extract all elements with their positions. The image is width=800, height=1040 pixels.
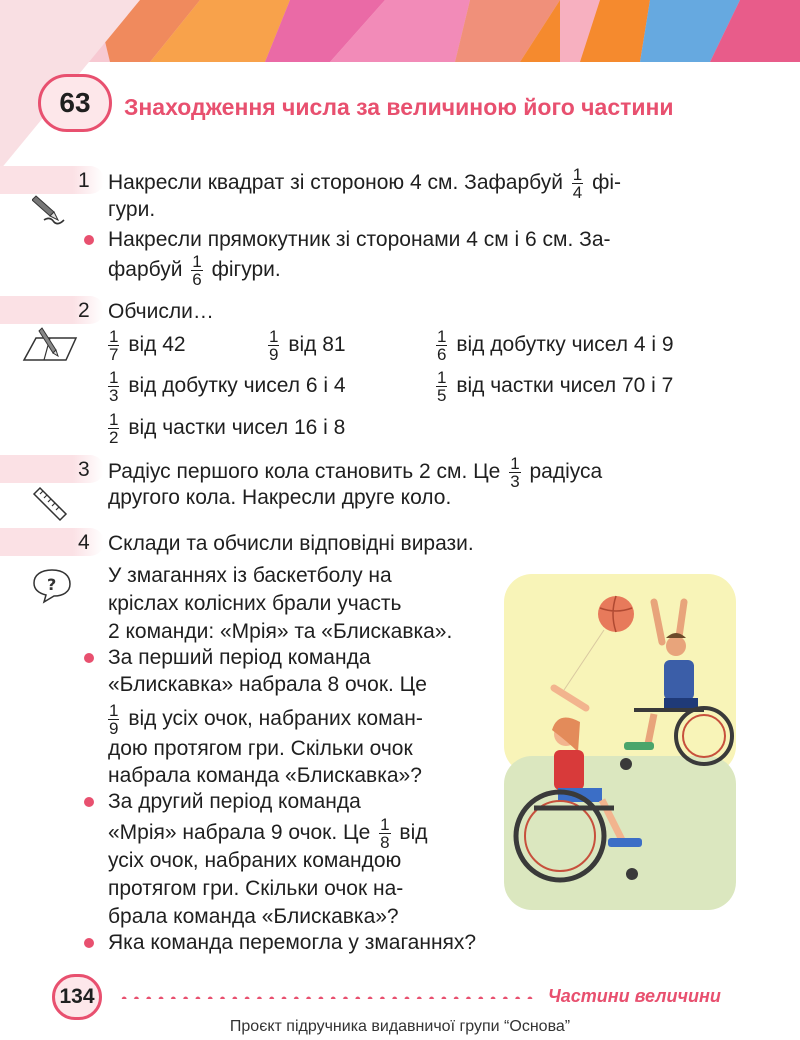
frac-denominator: 3: [109, 386, 119, 405]
task4-b2-text-a: «Мрія» набрала 9 очок. Це: [108, 821, 371, 845]
lesson-title: Знаходження числа за величиною його частини: [124, 94, 674, 120]
task4-b1-line4: дою протягом гри. Скільки очок: [108, 737, 413, 760]
task1-bullet-text-a: фарбуй: [108, 258, 183, 282]
fraction-1-9: [108, 702, 119, 737]
wheelchair-basketball-illustration: [504, 574, 736, 910]
frac-numerator: 1: [437, 327, 447, 346]
task2-item-1: [108, 328, 186, 363]
frac-denominator: 3: [510, 472, 520, 491]
frac-denominator: 2: [109, 428, 119, 447]
task4-intro-3: 2 команди: «Мрія» та «Блискавка».: [108, 620, 453, 643]
task-number-4: 4: [78, 531, 90, 554]
task-number-1: 1: [78, 169, 90, 192]
task1-line2: гури.: [108, 198, 156, 221]
item-text: від добутку чисел 6 і 4: [128, 374, 346, 398]
pencil-icon: [32, 190, 72, 228]
frac-numerator: 1: [510, 454, 520, 473]
task3-text-b: радіуса: [529, 460, 603, 484]
task4-intro-2: кріслах колісних брали участь: [108, 592, 402, 615]
task1-text-b: фі-: [592, 171, 622, 195]
frac-numerator: 1: [192, 252, 202, 271]
task1-line1: [108, 166, 736, 201]
item-text: від добутку чисел 4 і 9: [456, 333, 674, 357]
frac-numerator: 1: [109, 410, 119, 429]
frac-denominator: 4: [572, 183, 583, 202]
task1-bullet-line1: Накресли прямокутник зі сторонами 4 см і 6 см. За-: [108, 228, 611, 251]
fraction-1-3: [509, 455, 520, 490]
task2-item-5: [436, 369, 673, 404]
item-text: від частки чисел 16 і 8: [128, 416, 346, 440]
frac-denominator: 8: [380, 833, 390, 852]
bullet-dot: [84, 653, 94, 663]
task4-title: Склади та обчисли відповідні вирази.: [108, 532, 474, 555]
task2-title: Обчисли…: [108, 300, 214, 323]
task4-b1-line1: За перший період команда: [108, 646, 371, 669]
fraction-1-4: [572, 166, 583, 201]
frac-numerator: 1: [269, 327, 279, 346]
item-text: від 42: [128, 333, 186, 357]
fraction: [108, 328, 119, 363]
frac-denominator: 5: [437, 386, 447, 405]
task2-item-3: [436, 328, 674, 363]
frac-numerator: 1: [572, 165, 583, 184]
question-bubble-icon: [30, 566, 74, 606]
task1-bullet-line2: [108, 253, 281, 288]
task4-b2-line5: брала команда «Блискавка»?: [108, 905, 399, 928]
task4-b1-line2: «Блискавка» набрала 8 очок. Це: [108, 673, 427, 696]
frac-numerator: 1: [437, 368, 447, 387]
publisher-note: Проєкт підручника видавничої групи “Основа”: [229, 1018, 571, 1035]
task4-b3: Яка команда перемогла у змаганнях?: [108, 931, 477, 954]
task2-item-6: [108, 411, 345, 446]
fraction-1-6: [191, 253, 202, 288]
task1-text-a: Накресли квадрат зі стороною 4 см. Зафарбуй: [108, 171, 563, 195]
fraction: [108, 369, 119, 404]
lesson-number-badge: 63: [38, 74, 112, 132]
task4-b2-line1: За другий період команда: [108, 790, 361, 813]
task3-line2: другого кола. Накресли друге коло.: [108, 486, 452, 509]
page-number: 134: [52, 974, 102, 1020]
item-text: від 81: [288, 333, 346, 357]
bullet-dot: [84, 235, 94, 245]
bullet-dot: [84, 938, 94, 948]
fraction: [108, 411, 119, 446]
task3-text-a: Радіус першого кола становить 2 см. Це: [108, 460, 501, 484]
frac-denominator: 9: [109, 719, 119, 738]
notebook-pencil-icon: [22, 326, 78, 364]
frac-denominator: 6: [437, 345, 447, 364]
frac-numerator: 1: [109, 368, 119, 387]
task4-intro-1: У змаганнях із баскетболу на: [108, 564, 392, 587]
task4-b1-text: від усіх очок, набраних коман-: [128, 707, 423, 731]
fraction: [268, 328, 279, 363]
fraction: [436, 328, 447, 363]
task2-item-4: [108, 369, 346, 404]
task4-b1-line5: набрала команда «Блискавка»?: [108, 764, 422, 787]
frac-denominator: 7: [109, 345, 119, 364]
fraction: [436, 369, 447, 404]
task4-b2-line4: протягом гри. Скільки очок на-: [108, 877, 404, 900]
dotted-leader: [118, 996, 538, 999]
svg-text:?: ?: [47, 575, 57, 594]
task4-b2-text-b: від: [399, 821, 428, 845]
task-number-3: 3: [78, 458, 90, 481]
frac-denominator: 6: [192, 270, 202, 289]
bullet-dot: [84, 797, 94, 807]
task1-bullet-text-b: фігури.: [211, 258, 281, 282]
frac-numerator: 1: [109, 701, 119, 720]
task2-item-2: [268, 328, 346, 363]
frac-numerator: 1: [380, 815, 390, 834]
frac-numerator: 1: [109, 327, 119, 346]
item-text: від частки чисел 70 і 7: [456, 374, 674, 398]
section-name: Частини величини: [548, 986, 721, 1006]
task-number-2: 2: [78, 299, 90, 322]
frac-denominator: 9: [269, 345, 279, 364]
ruler-icon: [30, 484, 70, 524]
task4-b1-line3: [108, 702, 488, 737]
task4-b2-line3: усіх очок, набраних командою: [108, 849, 402, 872]
